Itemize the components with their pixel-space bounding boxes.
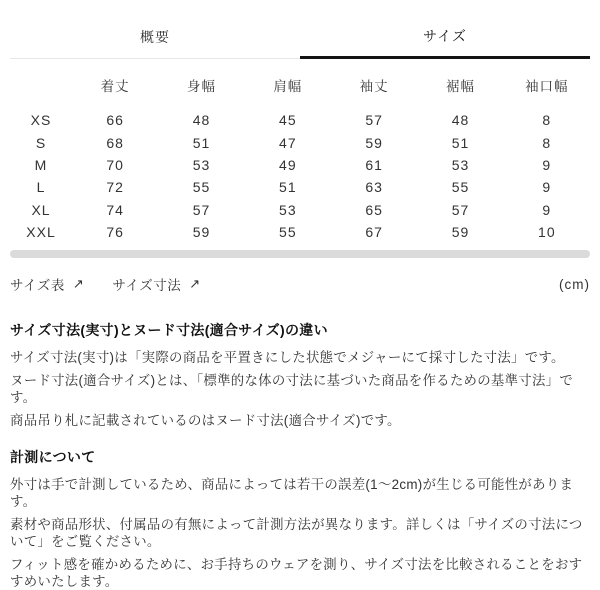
size-cell: 70	[106, 156, 124, 173]
size-cell: 55	[279, 224, 297, 241]
size-cell: 59	[451, 224, 470, 241]
section-paragraph: 素材や商品形状、付属品の有無によって計測方法が異なります。詳しくは「サイズの寸法について」をご覧ください。	[10, 517, 583, 550]
size-cell: 59	[365, 134, 383, 151]
size-cell: 57	[365, 112, 383, 129]
section-heading: サイズ寸法(実寸)とヌード寸法(適合サイズ)の違い	[10, 322, 328, 339]
column-header: 袖口幅	[525, 79, 569, 94]
arrow-up-right-icon: ↗	[72, 276, 85, 292]
size-chart-link-label: サイズ表	[10, 278, 65, 294]
tab-overview[interactable]	[10, 0, 300, 59]
size-cell: 53	[192, 156, 211, 173]
horizontal-scrollbar-thumb[interactable]	[10, 250, 590, 258]
size-cell: 59	[192, 224, 211, 241]
size-cell: 76	[106, 224, 124, 241]
row-label: M	[34, 156, 48, 173]
table-row	[10, 131, 590, 153]
size-cell: 67	[365, 224, 383, 241]
tab-size[interactable]	[300, 0, 590, 59]
size-cell: 55	[451, 179, 470, 196]
row-label: XS	[30, 112, 52, 129]
tab-overview-label: 概要	[140, 29, 170, 45]
column-header: 肩幅	[273, 79, 303, 94]
size-column-header	[10, 75, 72, 109]
size-links-row	[10, 274, 590, 294]
row-label: L	[36, 179, 46, 196]
size-cell: 65	[365, 201, 383, 218]
section-heading: 計測について	[10, 449, 96, 466]
size-cell: 53	[279, 201, 297, 218]
column-header: 身幅	[186, 79, 216, 94]
section-paragraph: フィット感を確かめるために、お手持ちのウェアを測り、サイズ寸法を比較されることをおすすめいたします。	[10, 557, 583, 590]
size-cell: 45	[279, 112, 297, 129]
table-row	[10, 109, 590, 131]
size-cell: 51	[279, 179, 297, 196]
table-header-row	[10, 75, 590, 109]
section-paragraph: 外寸は手で計測しているため、商品によっては若干の誤差(1〜2cm)が生じる可能性があります。	[10, 477, 574, 510]
size-cell: 9	[542, 156, 552, 173]
table-row	[10, 221, 590, 243]
row-label: XL	[31, 201, 51, 218]
size-cell: 68	[106, 134, 124, 151]
size-dimensions-link[interactable]	[112, 274, 200, 294]
column-header: 着丈	[100, 79, 130, 94]
column-header: 袖丈	[359, 79, 389, 94]
row-label: S	[35, 134, 47, 151]
size-cell: 48	[451, 112, 470, 129]
size-cell: 47	[279, 134, 297, 151]
size-cell: 53	[451, 156, 470, 173]
section-size-vs-nude	[10, 320, 590, 429]
row-label: XXL	[26, 224, 56, 241]
tab-size-label: サイズ	[423, 28, 467, 44]
table-row	[10, 176, 590, 198]
size-cell: 51	[451, 134, 470, 151]
size-cell: 8	[542, 134, 552, 151]
size-cell: 48	[192, 112, 211, 129]
size-cell: 57	[192, 201, 211, 218]
size-cell: 9	[542, 201, 552, 218]
column-header: 裾幅	[445, 79, 475, 94]
size-cell: 49	[279, 156, 297, 173]
size-cell: 63	[365, 179, 383, 196]
size-cell: 66	[106, 112, 124, 129]
size-chart-link[interactable]	[10, 274, 84, 294]
section-paragraph: ヌード寸法(適合サイズ)とは、「標準的な体の寸法に基づいた商品を作るための基準寸法」です。	[10, 373, 574, 406]
size-cell: 74	[106, 201, 124, 218]
size-info-tabs	[10, 0, 590, 59]
section-paragraph: 商品吊り札に記載されているのはヌード寸法(適合サイズ)です。	[10, 413, 401, 429]
size-cell: 55	[192, 179, 211, 196]
size-cell: 9	[542, 179, 552, 196]
size-cell: 51	[192, 134, 211, 151]
section-paragraph: サイズ寸法(実寸)は「実際の商品を平置きにした状態でメジャーにて採寸した寸法」です。	[10, 350, 565, 366]
size-cell: 61	[365, 156, 383, 173]
size-dimensions-link-label: サイズ寸法	[112, 278, 182, 294]
size-measurements-table	[10, 75, 590, 243]
section-measurement	[10, 447, 590, 590]
arrow-up-right-icon: ↗	[189, 276, 201, 292]
size-cell: 57	[451, 201, 470, 218]
size-cell: 8	[542, 112, 552, 129]
unit-label: (cm)	[559, 276, 590, 292]
size-cell: 10	[538, 224, 556, 241]
size-cell: 72	[106, 179, 124, 196]
table-row	[10, 154, 590, 176]
table-row	[10, 199, 590, 221]
